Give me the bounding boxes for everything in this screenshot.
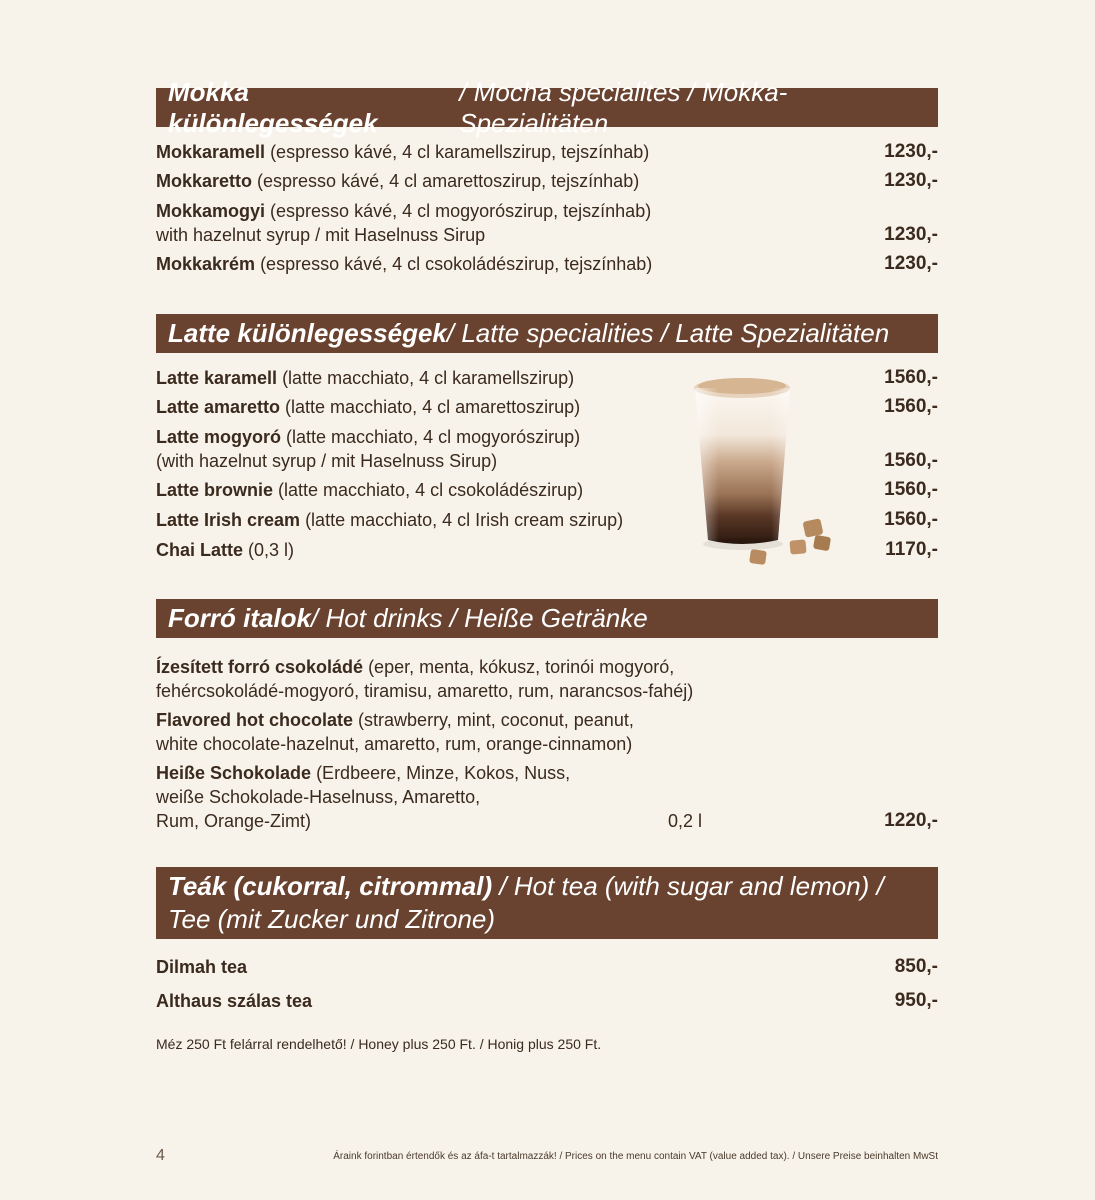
item-desc: (espresso kávé, 4 cl amarettoszirup, tejszínhab) [252, 171, 640, 191]
menu-item [156, 140, 938, 164]
item-translation: (with hazelnut syrup / mit Haselnuss Sirup) [156, 451, 498, 471]
menu-item [156, 169, 938, 193]
item-price: 1230,- [884, 170, 938, 191]
section-title-bold: Forró italok [168, 603, 312, 633]
item-price: 1220,- [884, 810, 938, 831]
item-price: 850,- [894, 956, 938, 977]
item-name: Latte amaretto [156, 397, 281, 417]
item-price: 1560,- [884, 396, 938, 417]
section-title-line2: Tee (mit Zucker und Zitrone) [168, 904, 496, 934]
item-desc: (0,3 l) [243, 540, 295, 560]
item-desc: (strawberry, mint, coconut, peanut, [353, 710, 634, 730]
section-title-rest: / Mocha specialites / Mokka-Spezialitäten [459, 76, 788, 138]
item-name: Mokkamogyi [156, 201, 266, 221]
item-price: 1560,- [884, 509, 938, 530]
item-desc-line2: fehércsokoládé-mogyoró, tiramisu, amaretto, rum, narancsos-fahéj) [156, 681, 694, 701]
item-name: Latte brownie [156, 480, 274, 500]
item-desc: (latte macchiato, 4 cl csokoládészirup) [273, 480, 584, 500]
section-title-rest: / Latte specialities / Latte Spezialitäten [446, 318, 890, 348]
menu-item [156, 252, 938, 276]
section-title-rest: / Hot tea (with sugar and lemon) / [492, 871, 884, 901]
section-title-rest: / Hot drinks / Heiße Getränke [311, 603, 648, 633]
item-desc-line2: weiße Schokolade-Haselnuss, Amaretto, [156, 787, 481, 807]
item-desc: (Erdbeere, Minze, Kokos, Nuss, [311, 763, 571, 783]
item-name: Latte mogyoró [156, 427, 282, 447]
item-desc: (eper, menta, kókusz, torinói mogyoró, [363, 657, 675, 677]
menu-item [156, 655, 938, 679]
section-title-bold: Teák (cukorral, citrommal) [168, 871, 493, 901]
vat-note: Áraink forintban értendők és az áfa-t tartalmazzák! / Prices on the menu contain VAT (value added tax). / Unsere Preise beinhalten MwSt [333, 1151, 938, 1162]
item-desc: (espresso kávé, 4 cl csokoládészirup, tejszínhab) [255, 254, 653, 274]
item-name: Chai Latte [156, 540, 244, 560]
page-number: 4 [156, 1147, 165, 1164]
section-title-bold: Latte különlegességek [168, 318, 447, 348]
item-volume: 0,2 l [668, 811, 703, 831]
item-desc-line3: Rum, Orange-Zimt) [156, 811, 312, 831]
item-price: 1230,- [884, 253, 938, 274]
item-desc: (espresso kávé, 4 cl mogyorószirup, tejszínhab) [265, 201, 652, 221]
item-name: Heiße Schokolade [156, 763, 312, 783]
item-name: Latte karamell [156, 368, 278, 388]
menu-item [156, 955, 938, 979]
item-name: Dilmah tea [156, 957, 248, 977]
section-header-hot-drinks [156, 599, 938, 638]
item-price: 1230,- [884, 141, 938, 162]
section-header-mocha [156, 76, 938, 138]
menu-item [156, 761, 938, 785]
item-name: Flavored hot chocolate [156, 710, 354, 730]
section-title-bold: Mokka különlegességek [168, 76, 378, 138]
item-name: Althaus szálas tea [156, 991, 313, 1011]
section-header-latte [156, 314, 938, 353]
item-price: 950,- [894, 990, 938, 1011]
menu-item [156, 708, 938, 732]
item-price: 1230,- [884, 224, 938, 245]
item-desc: (latte macchiato, 4 cl Irish cream szirup) [300, 510, 624, 530]
menu-item [156, 199, 938, 223]
item-name: Mokkakrém [156, 254, 256, 274]
honey-note: Méz 250 Ft felárral rendelhető! / Honey plus 250 Ft. / Honig plus 250 Ft. [156, 1036, 602, 1052]
section-title-line1 [168, 870, 884, 903]
item-translation: with hazelnut syrup / mit Haselnuss Sirup [156, 225, 486, 245]
item-desc: (latte macchiato, 4 cl mogyorószirup) [281, 427, 581, 447]
item-desc: (latte macchiato, 4 cl karamellszirup) [277, 368, 575, 388]
item-desc: (espresso kávé, 4 cl karamellszirup, tejszínhab) [265, 142, 650, 162]
section-header-tea [156, 867, 938, 939]
item-name: Mokkaramell [156, 142, 266, 162]
item-price: 1560,- [884, 367, 938, 388]
item-price: 1560,- [884, 450, 938, 471]
item-name: Ízesített forró csokoládé [156, 657, 364, 677]
item-name: Mokkaretto [156, 171, 253, 191]
item-name: Latte Irish cream [156, 510, 301, 530]
item-price: 1560,- [884, 479, 938, 500]
item-desc-line2: white chocolate-hazelnut, amaretto, rum, orange-cinnamon) [156, 734, 633, 754]
item-price: 1170,- [885, 539, 938, 560]
menu-item [156, 989, 938, 1013]
item-desc: (latte macchiato, 4 cl amarettoszirup) [280, 397, 581, 417]
latte-glass-illustration [690, 368, 840, 588]
